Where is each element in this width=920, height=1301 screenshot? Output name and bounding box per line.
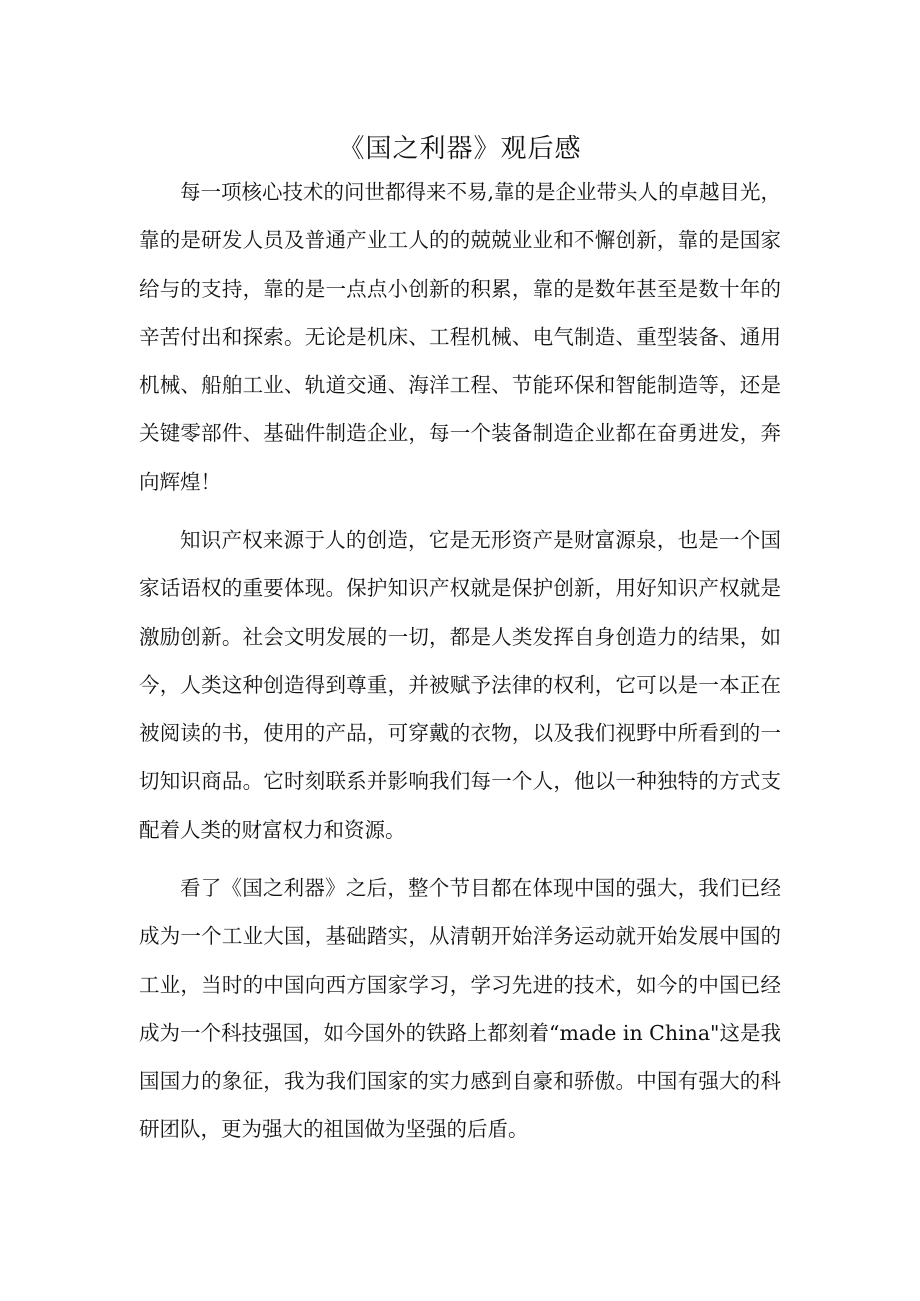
paragraph-1: 每一项核心技术的问世都得来不易,靠的是企业带头人的卓越目光，靠的是研发人员及普通产业工人的的兢兢业业和不懈创新，靠的是国家给与的支持，靠的是一点点小创新的积累，靠的是数年甚至是数十年的辛苦付出和探索。无论是机床、工程机械、电气制造、重型装备、通用机械、船舶工业、轨道交通、海洋工程、节能环保和智能制造等，还是关键零部件、基础件制造企业，每一个装备制造企业都在奋勇进发，奔向辉煌！ [139,180,782,494]
paragraph-3: 看了《国之利器》之后，整个节目都在体现中国的强大，我们已经成为一个工业大国，基础踏实，从清朝开始洋务运动就开始发展中国的工业，当时的中国向西方国家学习，学习先进的技术，如今的中国已经成为一个科技强国，如今国外的铁路上都刻着“made in China"这是我国国力的象征，我为我们国家的实力感到自豪和骄傲。中国有强大的科研团队，更为强大的祖国做为坚强的后盾。 [139,876,781,1142]
paragraph-2: 知识产权来源于人的创造，它是无形资产是财富源泉，也是一个国家话语权的重要体现。保护知识产权就是保护创新，用好知识产权就是激励创新。社会文明发展的一切，都是人类发挥自身创造力的结果，如今，人类这种创造得到尊重，并被赋予法律的权利，它可以是一本正在被阅读的书，使用的产品，可穿戴的衣物，以及我们视野中所看到的一切知识商品。它时刻联系并影响我们每一个人，他以一种独特的方式支配着人类的财富权力和资源。 [139,528,781,842]
document-title: 《国之利器》观后感 [338,134,582,165]
